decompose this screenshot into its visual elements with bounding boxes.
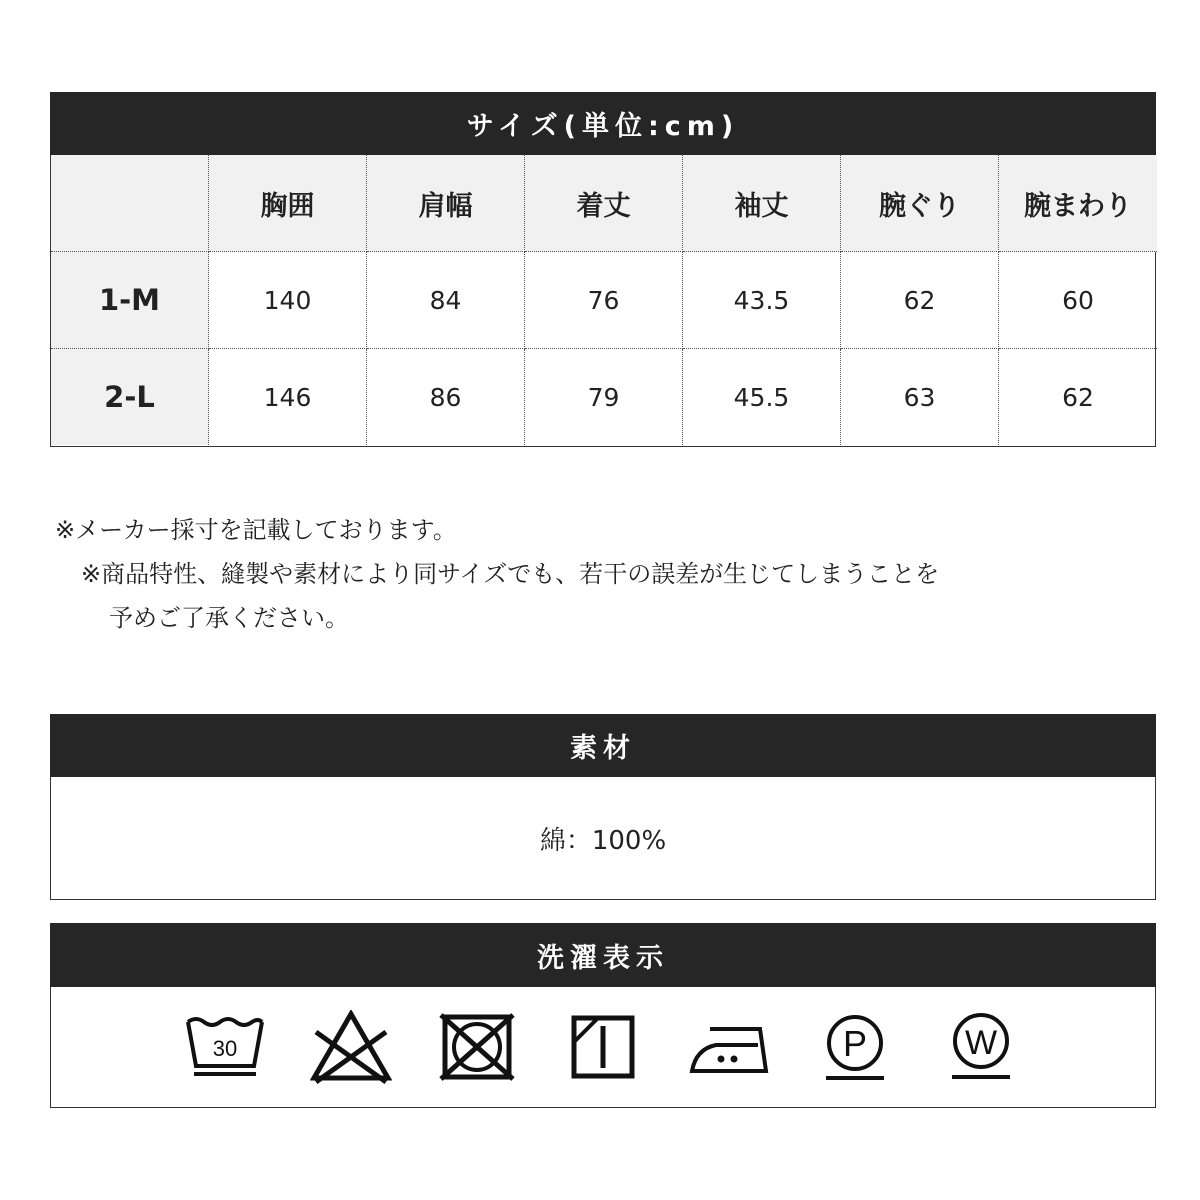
note-line: 予めご了承ください。 (109, 604, 349, 632)
table-cell: 43.5 (683, 252, 841, 349)
no-bleach-icon (288, 997, 414, 1097)
table-header-corner (51, 155, 209, 252)
table-header-cell: 胸囲 (209, 155, 367, 252)
note-line: ※商品特性、縫製や素材により同サイズでも、若干の誤差が生じてしまうことを (81, 560, 940, 588)
table-cell: 86 (367, 349, 525, 445)
dry-clean-p-icon (792, 997, 918, 1097)
table-cell: 62 (1062, 382, 1094, 412)
care-icons-row (162, 997, 1044, 1097)
care-section-header (50, 923, 1156, 987)
care-icons-box (50, 987, 1156, 1108)
no-tumble-dry-icon (414, 997, 540, 1097)
table-row-label: 1-M (51, 252, 209, 349)
table-cell: 63 (841, 349, 999, 445)
material-content: 綿：100% (539, 825, 667, 856)
wash-temperature-label: 30 (212, 1036, 238, 1061)
wet-clean-w-icon (918, 997, 1044, 1097)
table-cell: 146 (209, 349, 367, 445)
table-cell: 76 (525, 252, 683, 349)
note-line: ※メーカー採寸を記載しております。 (55, 516, 457, 544)
care-section-title: 洗濯表示 (537, 942, 669, 974)
dry-clean-letter: P (842, 1023, 868, 1064)
size-section-title: サイズ(単位:cm) (466, 111, 740, 142)
material-section-header (50, 714, 1156, 777)
table-row-label: 2-L (51, 349, 209, 445)
table-cell: 79 (525, 349, 683, 445)
size-table (50, 155, 1156, 447)
table-cell: 62 (841, 252, 999, 349)
wet-clean-letter: W (964, 1024, 998, 1062)
table-cell: 140 (209, 252, 367, 349)
measurement-notes (55, 508, 939, 640)
table-cell: 84 (367, 252, 525, 349)
line-dry-shade-icon (540, 997, 666, 1097)
wash-30-icon (162, 997, 288, 1097)
table-cell: 45.5 (683, 349, 841, 445)
table-header-cell: 着丈 (525, 155, 683, 252)
material-box (50, 777, 1156, 900)
table-header-cell: 袖丈 (683, 155, 841, 252)
table-cell: 60 (999, 252, 1157, 349)
table-header-cell: 腕まわり (999, 155, 1157, 252)
table-header-cell: 腕ぐり (841, 155, 999, 252)
iron-low-icon (666, 997, 792, 1097)
size-section-header (50, 92, 1156, 155)
material-section-title: 素材 (570, 733, 636, 764)
table-header-cell: 肩幅 (367, 155, 525, 252)
